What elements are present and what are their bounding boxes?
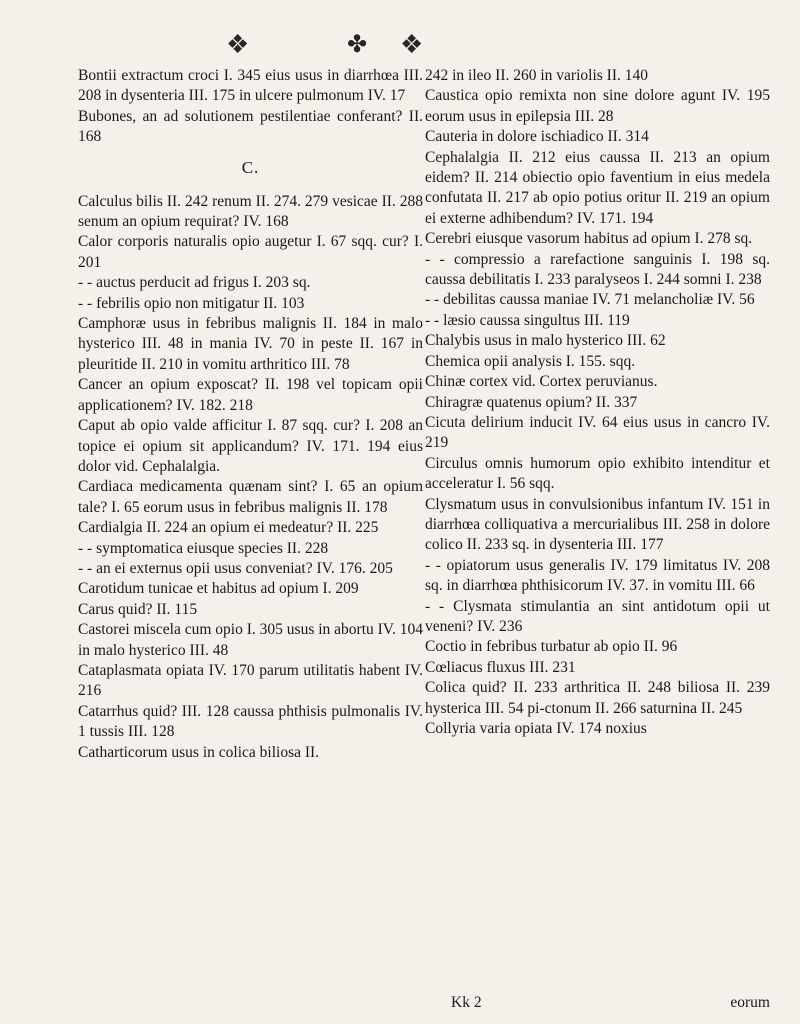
index-entry: Chemica opii analysis I. 155. sqq. — [425, 352, 636, 370]
index-column-left — [78, 66, 423, 763]
index-entry: - - debilitas caussa maniae IV. 71 melancholiæ IV. 56 — [425, 291, 755, 309]
index-column-right — [425, 66, 770, 739]
index-entry: Carus quid? II. 115 — [78, 600, 198, 618]
index-entry: - - Clysmata stimulantia an sint antidotum opii ut veneni? IV. 236 — [425, 597, 770, 635]
index-entry: Circulus omnis humorum opio exhibito intenditur et acceleratur I. 56 sqq. — [425, 454, 770, 493]
fleuron-ornament-icon: ✤ — [347, 32, 368, 58]
index-entry: Carotidum tunicae et habitus ad opium I. 209 — [78, 580, 359, 598]
index-entry: - - an ei externus opii usus conveniat? IV. 176. 205 — [78, 559, 393, 577]
index-entry: - - symptomatica eiusque species II. 228 — [78, 539, 329, 557]
index-entry: Cauteria in dolore ischiadico II. 314 — [425, 128, 649, 146]
index-entry: - - febrilis opio non mitigatur II. 103 — [78, 294, 305, 312]
index-entry: Chalybis usus in malo hysterico III. 62 — [425, 332, 666, 350]
index-entry: Cancer an opium exposcat? II. 198 vel topicam opii applicationem? IV. 182. 218 — [78, 376, 423, 414]
index-entry: Collyria varia opiata IV. 174 noxius — [425, 720, 647, 737]
index-entry: Cataplasmata opiata IV. 170 parum utilitatis habent IV. 216 — [78, 661, 423, 700]
index-entry: Castorei miscela cum opio I. 305 usus in abortu IV. 104 in malo hysterico III. 48 — [78, 621, 423, 659]
index-entry: Clysmatum usus in convulsionibus infantum IV. 151 in diarrhœa colliquativa a mercurialibus III. 258 in dolore colico II. 233 sq. in dysenteria III. 177 — [425, 495, 770, 554]
index-entry: Cardialgia II. 224 an opium ei medeatur? II. 225 — [78, 519, 379, 537]
index-entry: Colica quid? II. 233 arthritica II. 248 biliosa II. 239 hysterica III. 54 pi-ctonum II. 266 saturnina II. 245 — [425, 679, 770, 717]
header-ornaments — [0, 30, 800, 70]
index-entry: Coctio in febribus turbatur ab opio II. 96 — [425, 638, 678, 656]
section-letter: C. — [241, 157, 260, 177]
index-entry: Catharticorum usus in colica biliosa II. — [78, 743, 320, 761]
index-entry: Chinæ cortex vid. Cortex peruvianus. — [425, 373, 658, 391]
index-entry: Caustica opio remixta non sine dolore agunt IV. 195 eorum usus in epilepsia III. 28 — [425, 87, 770, 125]
index-entry: Catarrhus quid? III. 128 caussa phthisis pulmonalis IV. 1 tussis III. 128 — [78, 702, 423, 741]
catchword: eorum — [730, 994, 770, 1011]
page-footer — [425, 994, 770, 1012]
index-entry: Cardiaca medicamenta quænam sint? I. 65 an opium tale? I. 65 eorum usus in febribus malignis II. 178 — [78, 478, 423, 516]
index-entry: - - opiatorum usus generalis IV. 179 limitatus IV. 208 sq. in diarrhœa phthisicorum IV. 37. in vomitu III. 66 — [425, 556, 770, 595]
index-entry: - - auctus perducit ad frigus I. 203 sq. — [78, 274, 311, 292]
index-entry: 242 in ileo II. 260 in variolis II. 140 — [425, 67, 648, 84]
index-entry: Chiragræ quatenus opium? II. 337 — [425, 393, 638, 411]
index-entry: Cœliacus fluxus III. 231 — [425, 658, 576, 676]
index-entry: Calculus bilis II. 242 renum II. 274. 279 vesicae II. 288 senum an opium requirat? IV. 168 — [78, 192, 423, 231]
index-entry: Bubones, an ad solutionem pestilentiae conferant? II. 168 — [78, 107, 423, 146]
index-entry: Camphoræ usus in febribus malignis II. 184 in malo hysterico III. 48 in mania IV. 70 in peste II. 167 in pleuritide II. 210 in vomitu arthritico III. 78 — [78, 315, 423, 373]
index-entry: Caput ab opio valde afficitur I. 87 sqq. cur? I. 208 an topice ei opium sit applicandum? IV. 171. 194 eius dolor vid. Cephalalgia. — [78, 417, 423, 475]
index-entry: Cicuta delirium inducit IV. 64 eius usus in cancro IV. 219 — [425, 413, 770, 452]
index-entry: - - compressio a rarefactione sanguinis I. 198 sq. caussa debilitatis I. 233 paralyseos I. 244 somni I. 238 — [425, 250, 770, 289]
index-entry: Cerebri eiusque vasorum habitus ad opium I. 278 sq. — [425, 230, 753, 248]
index-entry: Cephalalgia II. 212 eius caussa II. 213 an opium eidem? II. 214 obiectio opio faventium in eius medela confutata II. 217 ab opio potius oritur II. 219 an opium ei externe adhibendum? IV. 171. 194 — [425, 148, 770, 227]
signature-mark: Kk 2 — [451, 994, 482, 1011]
fleuron-ornament-icon: ❖ — [226, 30, 250, 59]
index-entry: Bontii extractum croci I. 345 eius usus in diarrhœa III. 208 in dysenteria III. 175 in ulcere pulmonum IV. 17 — [78, 67, 423, 105]
fleuron-ornament-icon: ❖ — [400, 30, 424, 59]
index-entry: Calor corporis naturalis opio augetur I. 67 sqq. cur? I. 201 — [78, 233, 423, 271]
index-entry: - - læsio caussa singultus III. 119 — [425, 311, 630, 329]
